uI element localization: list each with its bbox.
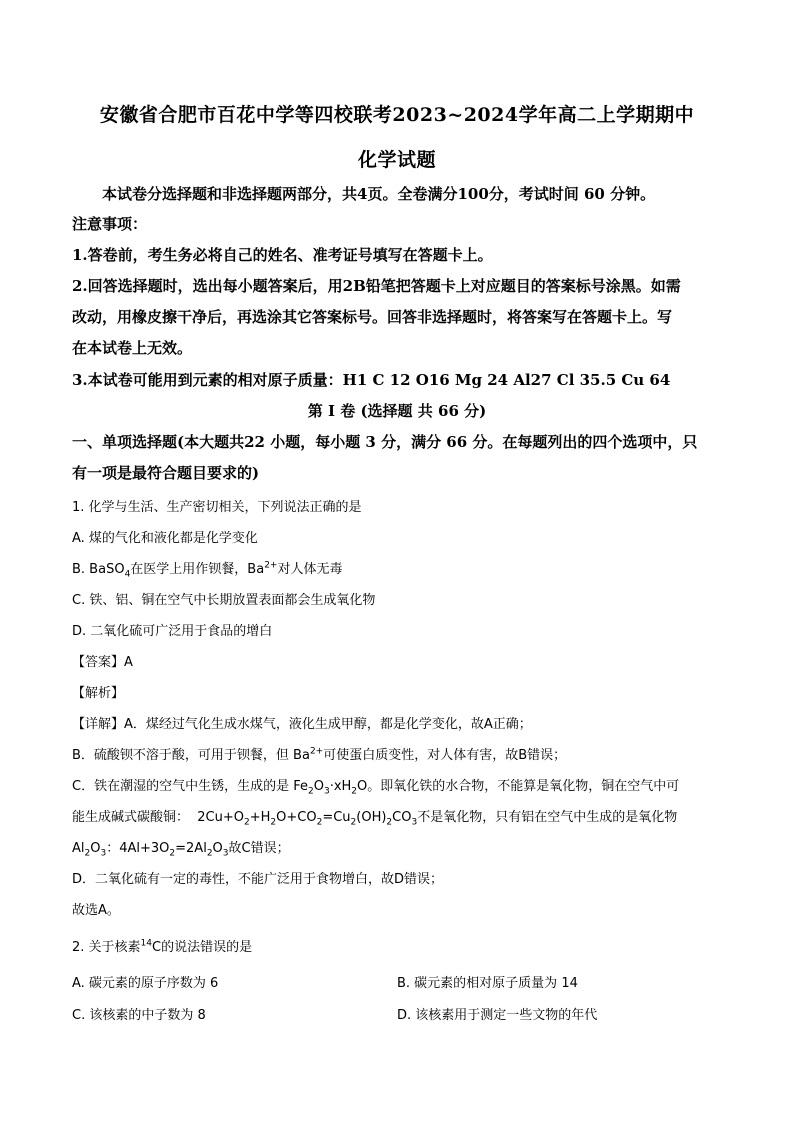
q1-option-b: B. BaSO$_4$在医学上用作钡餐，$Ba^{2+}$对人体无毒 — [72, 560, 343, 580]
q1-detail-a: 【详解】A．煤经过气化生成水煤气，液化生成甲醇，都是化学变化，故A正确； — [72, 717, 532, 732]
q1-detail-c-equation: $Al_2O_3$：$4Al+3O_2=2Al_2O_3$故C错误； — [72, 841, 290, 859]
q1-detail-b: B．硫酸钡不溶于酸，可用于钡餐，但 $Ba^{2+}$可使蛋白质变性，对人体有害，故B错误； — [72, 746, 567, 763]
notice-item-1: 1.答卷前，考生务必将自己的姓名、准考证号填写在答题卡上。 — [72, 246, 493, 264]
exam-intro: 本试卷分选择题和非选择题两部分，共4页。全卷满分100分，考试时间 60 分钟。 — [102, 185, 656, 203]
q2-option-c: C. 该核素的中子数为 8 — [72, 1008, 206, 1023]
q2-option-a: A. 碳元素的原子序数为 6 — [72, 976, 219, 991]
notice-item-2-line2: 改动，用橡皮擦干净后，再选涂其它答案标号。回答非选择题时，将答案写在答题卡上。写 — [72, 308, 673, 326]
q1-option-a: A. 煤的气化和液化都是化学变化 — [72, 531, 258, 546]
section1-heading-line2: 有一项是最符合题目要求的) — [72, 464, 260, 482]
q1-conclusion: 故选A。 — [72, 903, 120, 918]
exam-title-line1: 安徽省合肥市百花中学等四校联考2023~2024学年高二上学期期中 — [99, 104, 695, 126]
q1-answer: 【答案】A — [72, 655, 133, 670]
q1-option-d: D. 二氧化硫可广泛用于食品的增白 — [72, 624, 273, 639]
part1-title: 第 I 卷 (选择题 共 66 分) — [307, 402, 487, 420]
q1-detail-c-cont: 能生成碱式碳酸铜： $2Cu+O_2+H_2O+CO_2=Cu_2(OH)_2CO_3$不是氧化物，只有铝在空气中生成的是氧化物 — [72, 810, 678, 828]
notice-item-2-line1: 2.回答选择题时，选出每小题答案后，用2B铅笔把答题卡上对应题目的答案标号涂黑。如需 — [72, 277, 681, 295]
notice-item-3: 3.本试卷可能用到元素的相对原子质量：H1 C 12 O16 Mg 24 Al27 Cl 35.5 Cu 64 — [72, 371, 671, 389]
q1-analysis-heading: 【解析】 — [72, 686, 125, 701]
q1-option-c: C. 铁、铝、铜在空气中长期放置表面都会生成氧化物 — [72, 593, 376, 608]
q1-detail-d: D．二氧化硫有一定的毒性，不能广泛用于食物增白，故D错误； — [72, 872, 444, 887]
q2-option-b: B. 碳元素的相对原子质量为 14 — [397, 976, 578, 991]
q1-stem: 1. 化学与生活、生产密切相关，下列说法正确的是 — [72, 500, 362, 515]
section1-heading-line1: 一、单项选择题(本大题共22 小题，每小题 3 分，满分 66 分。在每题列出的四个选项中，只 — [72, 433, 698, 451]
notice-heading: 注意事项： — [72, 215, 148, 233]
q1-detail-c: C．铁在潮湿的空气中生锈，生成的是 $Fe_2O_3\cdot xH_2O$。即氧化铁的水合物，不能算是氧化物，铜在空气中可 — [72, 779, 680, 797]
exam-title-line2: 化学试题 — [357, 149, 436, 171]
q2-option-d: D. 该核素用于测定一些文物的年代 — [397, 1008, 598, 1023]
q2-stem: 2. 关于核素$^{14}$C的说法错误的是 — [72, 938, 253, 955]
notice-item-2-line3: 在本试卷上无效。 — [72, 339, 193, 357]
